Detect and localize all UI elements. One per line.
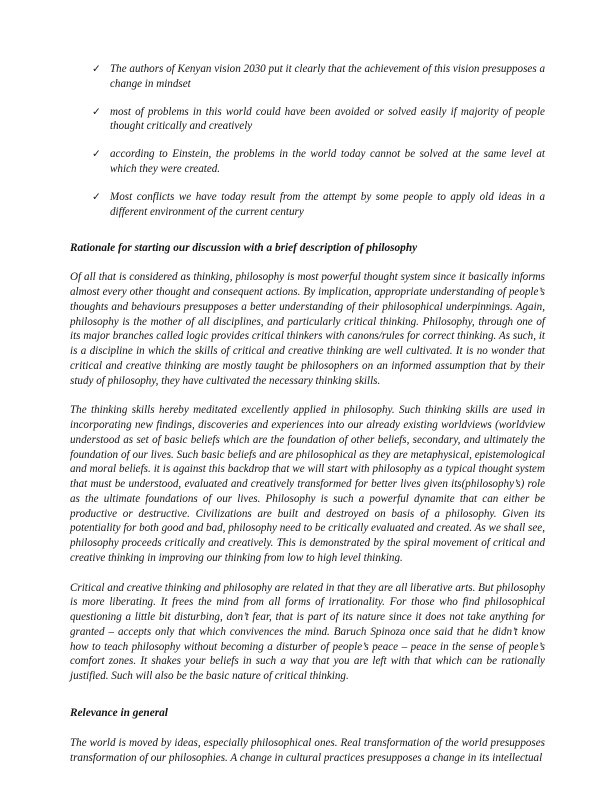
page-content <box>70 62 545 765</box>
list-item-text: according to Einstein, the problems in the world today cannot be solved at the same level at which they were created. <box>110 148 545 175</box>
checkmark-icon: ✓ <box>92 148 101 161</box>
checkmark-bullet-list <box>70 62 545 219</box>
list-item-text: Most conflicts we have today result from the attempt by some people to apply old ideas in a different environment of the current century <box>110 190 545 218</box>
list-item-text: The authors of Kenyan vision 2030 put it clearly that the achievement of this vision presupposes a change in mindset <box>110 63 545 90</box>
checkmark-icon: ✓ <box>92 63 101 75</box>
section-heading-relevance: Relevance in general <box>70 706 168 719</box>
checkmark-icon: ✓ <box>92 105 101 118</box>
paragraph: Of all that is considered as thinking, philosophy is most powerful thought system since it basically informs almost every other thought and consequent actions. By implication, appropriate understanding of people’s thoughts and behaviours presupposes a better understanding of their philosophical underpinnings. Again, philosophy is the mother of all disciplines, and particularly critical thinking. Philosophy, through one of its major branches called logic provides critical thinkers with canons/rules for correct thinking. As such, it is a discipline in which the skills of critical and creative thinking are well cultivated. It is no wonder that critical and creative thinking are mostly taught be philosophers on an informed assumption that by their study of philosophy, they have cultivated the necessary thinking skills. <box>70 271 545 387</box>
paragraph: The world is moved by ideas, especially philosophical ones. Real transformation of the world presupposes transformation of our philosophies. A change in cultural practices presupposes a change in its intellectual <box>70 736 545 764</box>
list-item <box>70 190 545 220</box>
list-item <box>70 105 545 135</box>
list-item <box>70 62 545 92</box>
checkmark-icon: ✓ <box>92 190 101 203</box>
section-heading-rationale: Rationale for starting our discussion with a brief description of philosophy <box>70 242 418 255</box>
paragraph: Critical and creative thinking and philosophy are related in that they are all liberative arts. But philosophy is more liberating. It frees the mind from all forms of irrationality. For those who find philosophical questioning a little bit disturbing, don’t fear, that is part of its nature since it does not take anything for granted – accepts only that which convivences the mind. Baruch Spinoza once said that he didn’t know how to teach philosophy without becoming a disturber of people’s peace – peace in the sense of people’s comfort zones. It shakes your beliefs in such a way that you are left with that which can be rationally justified. Such will also be the basic nature of critical thinking. <box>70 581 546 683</box>
list-item <box>70 147 545 177</box>
list-item-text: most of problems in this world could have been avoided or solved easily if majority of people thought critically and creatively <box>110 105 545 133</box>
paragraph: The thinking skills hereby meditated excellently applied in philosophy. Such thinking skills are used in incorporating new findings, discoveries and experiences into our already existing worldviews (worldview understood as set of basic beliefs which are the foundation of other beliefs, secondary, and ultimately the foundation of our lives. Such basic beliefs and are philosophical as they are metaphysical, epistemological and moral beliefs. it is against this backdrop that we will start with philosophy as a typical thought system that must be understood, evaluated and creatively transformed for better lives given its(philosophy’s) role as the ultimate foundations of our lives. Philosophy is such a powerful dynamite that can either be productive or destructive. Civilizations are built and destroyed on basis of a philosophy. Given its potentiality for both good and bad, philosophy need to be critically evaluated and created. As we shall see, philosophy proceeds critically and creatively. This is demonstrated by the spiral movement of critical and creative thinking in improving our thinking from low to high level thinking. <box>70 404 545 564</box>
